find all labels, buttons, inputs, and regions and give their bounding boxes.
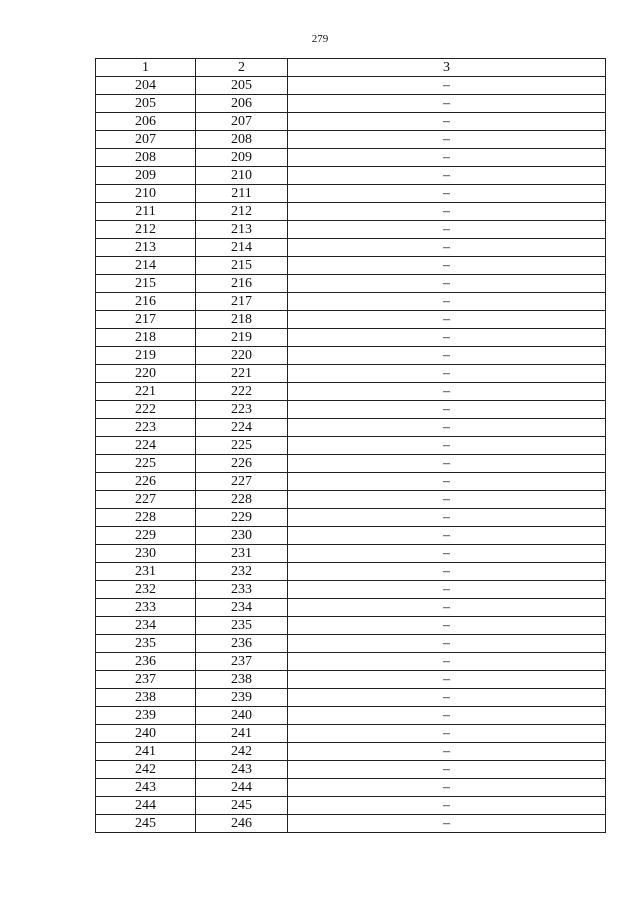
table-cell-col2: 240 <box>196 707 288 725</box>
table-cell-col2: 207 <box>196 113 288 131</box>
table-row <box>96 599 606 617</box>
table-cell-col3: – <box>288 95 606 113</box>
table-cell-col1: 231 <box>96 563 196 581</box>
table-cell-col1: 212 <box>96 221 196 239</box>
table-cell-col1: 226 <box>96 473 196 491</box>
table-row <box>96 185 606 203</box>
table-cell-col3: – <box>288 131 606 149</box>
table-cell-col2: 213 <box>196 221 288 239</box>
table-row <box>96 311 606 329</box>
table-cell-col3: – <box>288 689 606 707</box>
table-cell-col3: – <box>288 635 606 653</box>
table-row <box>96 779 606 797</box>
table-cell-col2: 215 <box>196 257 288 275</box>
table-row <box>96 239 606 257</box>
table-row <box>96 365 606 383</box>
table-cell-col3: – <box>288 599 606 617</box>
table-cell-col1: 219 <box>96 347 196 365</box>
table-cell-col1: 242 <box>96 761 196 779</box>
table-row <box>96 77 606 95</box>
table-cell-col3: – <box>288 581 606 599</box>
table-row <box>96 347 606 365</box>
table-cell-col1: 211 <box>96 203 196 221</box>
table-row <box>96 689 606 707</box>
table-cell-col3: – <box>288 455 606 473</box>
table-cell-col3: – <box>288 113 606 131</box>
table-cell-col3: – <box>288 365 606 383</box>
table-row <box>96 707 606 725</box>
table-cell-col3: – <box>288 545 606 563</box>
table-cell-col2: 231 <box>196 545 288 563</box>
page-number: 279 <box>311 33 329 45</box>
table-cell-col3: – <box>288 257 606 275</box>
table-cell-col1: 244 <box>96 797 196 815</box>
table-cell-col1: 243 <box>96 779 196 797</box>
table-cell-col1: 205 <box>96 95 196 113</box>
table-row <box>96 95 606 113</box>
table-row <box>96 455 606 473</box>
table-row <box>96 617 606 635</box>
table-cell-col2: 234 <box>196 599 288 617</box>
table-cell-col1: 216 <box>96 293 196 311</box>
table-row <box>96 257 606 275</box>
table-cell-col1: 240 <box>96 725 196 743</box>
table-cell-col3: – <box>288 293 606 311</box>
table-cell-col1: 232 <box>96 581 196 599</box>
column-header-1: 1 <box>96 59 196 77</box>
table-cell-col2: 220 <box>196 347 288 365</box>
column-header-3: 3 <box>288 59 606 77</box>
table-cell-col3: – <box>288 437 606 455</box>
table-cell-col3: – <box>288 239 606 257</box>
table-cell-col2: 222 <box>196 383 288 401</box>
table-cell-col2: 206 <box>196 95 288 113</box>
table-cell-col1: 230 <box>96 545 196 563</box>
table-cell-col2: 208 <box>196 131 288 149</box>
table-cell-col2: 245 <box>196 797 288 815</box>
table-cell-col3: – <box>288 473 606 491</box>
table-cell-col1: 217 <box>96 311 196 329</box>
table-cell-col2: 241 <box>196 725 288 743</box>
table-header-row <box>96 59 606 77</box>
table-cell-col2: 210 <box>196 167 288 185</box>
table-cell-col1: 238 <box>96 689 196 707</box>
table-cell-col2: 228 <box>196 491 288 509</box>
table-cell-col1: 235 <box>96 635 196 653</box>
table-cell-col3: – <box>288 563 606 581</box>
table-row <box>96 563 606 581</box>
table-cell-col2: 211 <box>196 185 288 203</box>
table-row <box>96 113 606 131</box>
table-cell-col3: – <box>288 815 606 833</box>
table-cell-col2: 237 <box>196 653 288 671</box>
table-cell-col1: 224 <box>96 437 196 455</box>
table-cell-col3: – <box>288 671 606 689</box>
table-cell-col2: 226 <box>196 455 288 473</box>
table-cell-col2: 242 <box>196 743 288 761</box>
table-cell-col3: – <box>288 203 606 221</box>
table-row <box>96 293 606 311</box>
table-row <box>96 545 606 563</box>
table-cell-col3: – <box>288 167 606 185</box>
table-cell-col1: 221 <box>96 383 196 401</box>
table-cell-col1: 245 <box>96 815 196 833</box>
table-cell-col2: 224 <box>196 419 288 437</box>
table-cell-col1: 225 <box>96 455 196 473</box>
table-cell-col3: – <box>288 743 606 761</box>
table-cell-col1: 218 <box>96 329 196 347</box>
table-row <box>96 761 606 779</box>
table-cell-col1: 204 <box>96 77 196 95</box>
table-cell-col2: 212 <box>196 203 288 221</box>
table-row <box>96 167 606 185</box>
table-cell-col3: – <box>288 221 606 239</box>
table-cell-col1: 241 <box>96 743 196 761</box>
table-cell-col1: 223 <box>96 419 196 437</box>
table-cell-col2: 243 <box>196 761 288 779</box>
table-row <box>96 743 606 761</box>
table-cell-col2: 230 <box>196 527 288 545</box>
table-cell-col1: 234 <box>96 617 196 635</box>
table-cell-col3: – <box>288 401 606 419</box>
table-cell-col2: 233 <box>196 581 288 599</box>
table-row <box>96 221 606 239</box>
table-cell-col3: – <box>288 617 606 635</box>
table-cell-col2: 239 <box>196 689 288 707</box>
table-cell-col3: – <box>288 797 606 815</box>
table-row <box>96 815 606 833</box>
table-cell-col2: 209 <box>196 149 288 167</box>
table-cell-col3: – <box>288 185 606 203</box>
table-row <box>96 419 606 437</box>
table-cell-col3: – <box>288 725 606 743</box>
table-cell-col2: 227 <box>196 473 288 491</box>
table-row <box>96 473 606 491</box>
table-row <box>96 509 606 527</box>
table-cell-col2: 214 <box>196 239 288 257</box>
table-row <box>96 383 606 401</box>
table-row <box>96 491 606 509</box>
table-cell-col1: 237 <box>96 671 196 689</box>
table-row <box>96 671 606 689</box>
table-cell-col3: – <box>288 653 606 671</box>
table-cell-col1: 222 <box>96 401 196 419</box>
table-cell-col1: 220 <box>96 365 196 383</box>
table-cell-col1: 228 <box>96 509 196 527</box>
table-cell-col2: 229 <box>196 509 288 527</box>
table-cell-col2: 232 <box>196 563 288 581</box>
table-cell-col1: 206 <box>96 113 196 131</box>
table-cell-col2: 238 <box>196 671 288 689</box>
table-cell-col1: 215 <box>96 275 196 293</box>
table-cell-col1: 207 <box>96 131 196 149</box>
table-cell-col3: – <box>288 527 606 545</box>
table-cell-col3: – <box>288 347 606 365</box>
table-cell-col2: 221 <box>196 365 288 383</box>
table-cell-col3: – <box>288 491 606 509</box>
table-row <box>96 653 606 671</box>
table-cell-col2: 246 <box>196 815 288 833</box>
table-cell-col3: – <box>288 311 606 329</box>
data-table <box>95 58 606 833</box>
table-body <box>96 77 606 833</box>
table-cell-col1: 229 <box>96 527 196 545</box>
table-cell-col3: – <box>288 329 606 347</box>
table-row <box>96 401 606 419</box>
table-cell-col2: 223 <box>196 401 288 419</box>
table-cell-col1: 239 <box>96 707 196 725</box>
table-cell-col3: – <box>288 149 606 167</box>
table-cell-col2: 235 <box>196 617 288 635</box>
table-row <box>96 437 606 455</box>
table-cell-col1: 210 <box>96 185 196 203</box>
table-cell-col1: 214 <box>96 257 196 275</box>
table-cell-col1: 233 <box>96 599 196 617</box>
table-row <box>96 149 606 167</box>
table-row <box>96 635 606 653</box>
table-cell-col2: 217 <box>196 293 288 311</box>
table-row <box>96 527 606 545</box>
table-row <box>96 275 606 293</box>
table-cell-col1: 208 <box>96 149 196 167</box>
table-cell-col2: 205 <box>196 77 288 95</box>
table-row <box>96 131 606 149</box>
table-row <box>96 203 606 221</box>
table-cell-col2: 216 <box>196 275 288 293</box>
table-cell-col2: 225 <box>196 437 288 455</box>
table-cell-col3: – <box>288 275 606 293</box>
table-cell-col1: 227 <box>96 491 196 509</box>
table-cell-col3: – <box>288 707 606 725</box>
table-cell-col2: 218 <box>196 311 288 329</box>
table-cell-col1: 236 <box>96 653 196 671</box>
table-cell-col3: – <box>288 761 606 779</box>
table-cell-col3: – <box>288 383 606 401</box>
table-row <box>96 329 606 347</box>
table-cell-col3: – <box>288 419 606 437</box>
table-cell-col2: 236 <box>196 635 288 653</box>
table-cell-col1: 209 <box>96 167 196 185</box>
table-row <box>96 725 606 743</box>
table-row <box>96 797 606 815</box>
table-cell-col3: – <box>288 509 606 527</box>
table-cell-col3: – <box>288 779 606 797</box>
table-cell-col2: 219 <box>196 329 288 347</box>
table-cell-col2: 244 <box>196 779 288 797</box>
table-cell-col1: 213 <box>96 239 196 257</box>
table-row <box>96 581 606 599</box>
table-cell-col3: – <box>288 77 606 95</box>
column-header-2: 2 <box>196 59 288 77</box>
